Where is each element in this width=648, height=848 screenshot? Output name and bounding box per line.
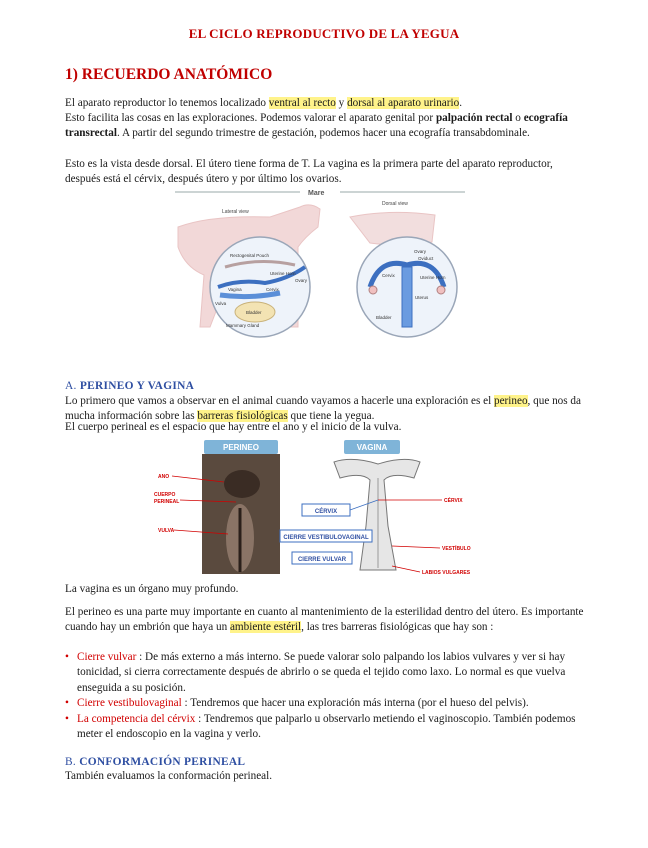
mare-anatomy-figure <box>170 187 470 347</box>
list-item: • La competencia del cérvix : Tendremos que palparlo u observarlo metiendo el vaginoscopio. También podemos meter el endoscopio en la vagina y verlo. <box>65 712 595 743</box>
svg-text:Ovary: Ovary <box>414 249 427 254</box>
svg-text:PERINEAL: PERINEAL <box>154 499 180 505</box>
paragraph-conformacion: También evaluamos la conformación perineal. <box>65 770 273 782</box>
section-heading-perineo: A. PERINEO Y VAGINA <box>65 380 195 392</box>
svg-text:VULVA: VULVA <box>158 528 175 534</box>
svg-text:PERINEO: PERINEO <box>222 443 260 452</box>
paragraph-perineo-intro: Lo primero que vamos a observar en el animal cuando vayamos a hacerle una exploración es el perineo, que nos da mucha información sobre las barreras fisiológicas que tiene la yegua. <box>65 395 581 423</box>
dorsal-view-label: Dorsal view <box>382 201 408 207</box>
svg-text:CÉRVIX: CÉRVIX <box>314 509 338 515</box>
svg-text:Uterine Horn: Uterine Horn <box>420 275 446 280</box>
perineo-vagina-figure <box>152 438 482 574</box>
paragraph-location: El aparato reproductor lo tenemos localizado ventral al recto y dorsal al aparato urinario. <box>65 97 462 109</box>
svg-text:CUERPO: CUERPO <box>154 492 176 498</box>
svg-text:Vagina: Vagina <box>228 287 242 292</box>
figure-header-mare: Mare <box>308 190 325 197</box>
barrier-list <box>65 650 595 742</box>
svg-text:CIERRE VESTIBULOVAGINAL: CIERRE VESTIBULOVAGINAL <box>283 535 369 541</box>
list-item: • Cierre vulvar : De más externo a más interno. Se puede valorar solo palpando los labios vulvares y ver si hay tonicidad, si cierra correctamente después de abrirlo o se queda el tejido como laxo. Lo normal es que vuelva enseguida a su posición. <box>65 650 595 696</box>
svg-text:Mammary Gland: Mammary Gland <box>226 323 260 328</box>
svg-text:VESTÍBULO: VESTÍBULO <box>442 546 471 552</box>
paragraph-vagina-deep: La vagina es un órgano muy profundo. <box>65 583 239 595</box>
svg-text:VAGINA: VAGINA <box>356 443 388 452</box>
paragraph-cuerpo-perineal: El cuerpo perineal es el espacio que hay entre el ano y el inicio de la vulva. <box>65 421 402 433</box>
lateral-view-label: Lateral view <box>222 209 249 215</box>
svg-text:Uterus: Uterus <box>415 295 429 300</box>
section-heading-conformacion: B. CONFORMACIÓN PERINEAL <box>65 756 246 768</box>
paragraph-dorsal-view: Esto es la vista desde dorsal. El útero tiene forma de T. La vagina es la primera parte del aparato reproductor, después está el cérvix, después útero y por último los ovarios. <box>65 158 553 186</box>
svg-text:Vulva: Vulva <box>215 301 227 306</box>
svg-text:Ovary: Ovary <box>295 278 308 283</box>
svg-text:Bladder: Bladder <box>246 310 262 315</box>
list-item: • Cierre vestibulovaginal : Tendremos que hacer una exploración más interna (por el hueso del pelvis). <box>65 696 595 711</box>
svg-text:CIERRE VULVAR: CIERRE VULVAR <box>297 557 347 563</box>
section-heading-anatomy: 1) RECUERDO ANATÓMICO <box>65 66 273 83</box>
svg-text:Rectogenital Pouch: Rectogenital Pouch <box>230 253 270 258</box>
paragraph-perineo-importance: El perineo es una parte muy importante en cuanto al mantenimiento de la esterilidad dentro del útero. Es importante cuando hay un embrión que haya un ambiente estéril, las tres barreras fisiológicas que hay son : <box>65 606 584 634</box>
paragraph-exploration: Esto facilita las cosas en las exploraciones. Podemos valorar el aparato genital por palpación rectal o ecografía transrectal. A partir del segundo trimestre de gestación, podemos hacer una ecografía transabdominale. <box>65 112 568 140</box>
svg-text:Oviduct: Oviduct <box>418 256 434 261</box>
svg-text:Cervix: Cervix <box>382 273 395 278</box>
svg-text:CÉRVIX: CÉRVIX <box>444 498 463 504</box>
svg-text:Bladder: Bladder <box>376 315 392 320</box>
svg-text:ANO: ANO <box>158 474 170 480</box>
svg-text:Cervix: Cervix <box>266 287 279 292</box>
svg-text:Uterine Horn: Uterine Horn <box>270 271 296 276</box>
document-title: EL CICLO REPRODUCTIVO DE LA YEGUA <box>188 26 460 41</box>
svg-text:LABIOS VULGARES: LABIOS VULGARES <box>422 570 471 574</box>
